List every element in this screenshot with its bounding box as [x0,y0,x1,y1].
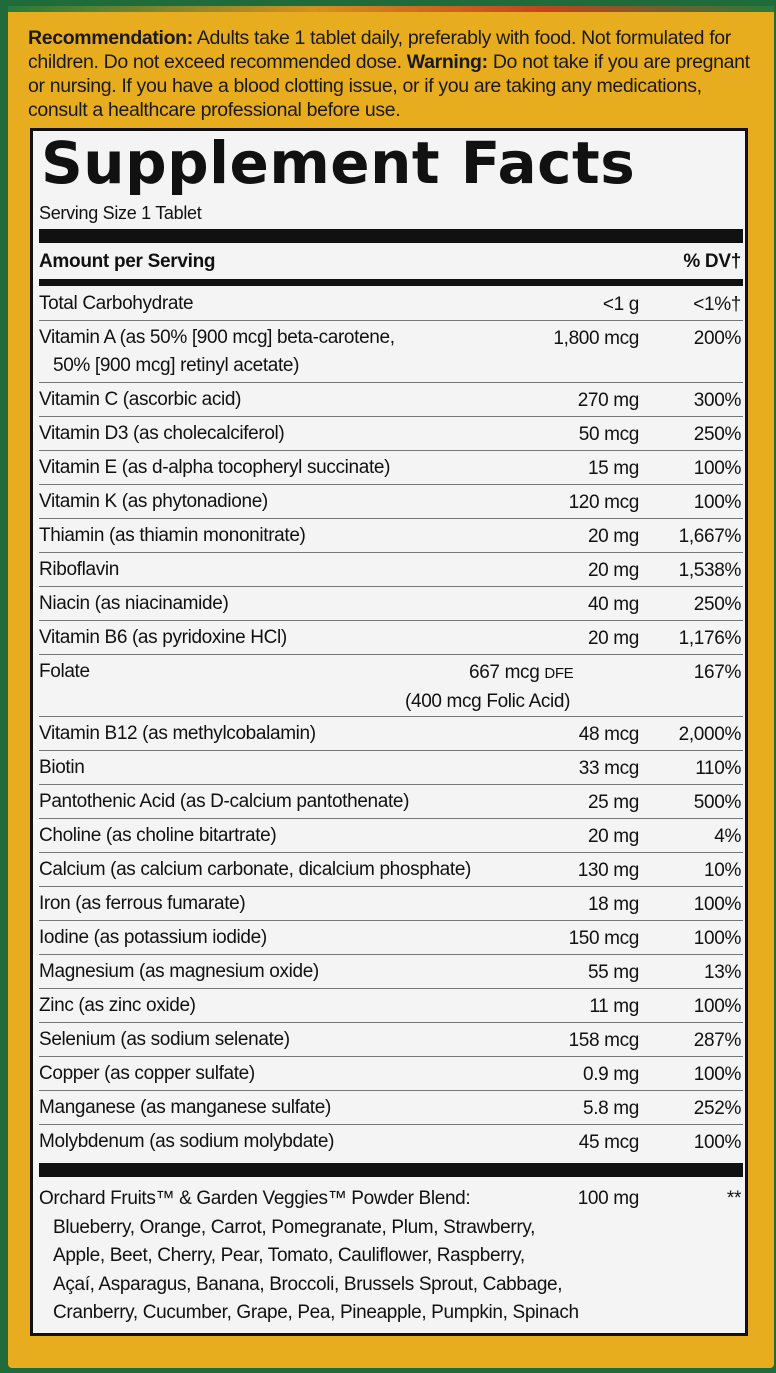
table-row [39,485,743,519]
nutrient-name-line: Vitamin D3 (as cholecalciferol) [39,423,285,444]
nutrient-amount [487,455,639,483]
nutrient-amount [487,823,639,851]
nutrient-amount [487,857,639,885]
divider-thick-bottom [39,1163,743,1177]
table-row [39,1057,743,1091]
nutrient-amount [487,1129,639,1157]
nutrient-amount [487,789,639,817]
nutrient-name-line: Niacin (as niacinamide) [39,593,229,614]
nutrient-dv: 100% [693,894,741,915]
amount-value: 20 mg [587,560,639,581]
nutrient-name-line: Vitamin C (ascorbic acid) [39,389,242,410]
table-row [39,1023,743,1057]
amount-value: 0.9 mg [583,1064,639,1085]
nutrient-dv: 100% [693,928,741,949]
amount-value: 1,800 mcg [553,328,639,349]
nutrient-dv: 300% [693,390,741,411]
nutrient-name-line: Zinc (as zinc oxide) [39,995,196,1016]
nutrient-dv: 1,538% [678,560,741,581]
blend-amount: 100 mg [577,1188,639,1209]
nutrient-amount [487,557,639,585]
nutrient-dv: 287% [693,1030,741,1051]
nutrient-table [39,287,743,1159]
table-row [39,921,743,955]
amount-value: 270 mg [577,390,639,411]
nutrient-amount [487,1027,639,1055]
nutrient-dv: 167% [693,662,741,683]
nutrient-name-line: Thiamin (as thiamin mononitrate) [39,525,306,546]
table-row [39,321,743,383]
nutrient-amount [487,1095,639,1123]
table-row [39,1091,743,1125]
nutrient-amount [405,659,669,716]
nutrient-dv: 250% [693,594,741,615]
table-row [39,587,743,621]
table-row [39,519,743,553]
nutrient-amount [487,1061,639,1089]
table-row [39,451,743,485]
table-row [39,383,743,417]
amount-value: 45 mcg [578,1132,639,1153]
nutrient-amount [487,993,639,1021]
powder-blend [39,1185,743,1328]
blend-ingredients-line: Açaí, Asparagus, Banana, Broccoli, Brussels Sprout, Cabbage, [53,1273,563,1295]
nutrient-name-line: Iodine (as potassium iodide) [39,927,267,948]
nutrient-name-line: Pantothenic Acid (as D-calcium pantothenate) [39,791,410,812]
table-row [39,717,743,751]
amount-value: 120 mcg [568,492,639,513]
nutrient-dv: 200% [693,328,741,349]
nutrient-dv: <1%† [693,294,741,315]
nutrient-dv: 2,000% [678,724,741,745]
nutrient-dv: 10% [704,860,741,881]
nutrient-name-line: Manganese (as manganese sulfate) [39,1097,331,1118]
amount-value: 150 mcg [568,928,639,949]
table-row [39,621,743,655]
table-row [39,417,743,451]
amount-value: 5.8 mg [583,1098,639,1119]
nutrient-name-line: Folate [39,661,90,682]
nutrient-dv: 500% [693,792,741,813]
nutrient-amount [487,755,639,783]
nutrient-name-line: 50% [900 mcg] retinyl acetate) [53,355,300,376]
nutrient-amount [487,291,639,319]
nutrient-amount [487,721,639,749]
nutrient-name-line: Selenium (as sodium selenate) [39,1029,290,1050]
nutrient-dv: 1,176% [678,628,741,649]
dv-header: % DV† [683,251,741,272]
recommendation-label: Recommendation: [28,27,193,49]
facts-title: Supplement Facts [41,129,636,197]
nutrient-dv: 1,667% [678,526,741,547]
serving-size: Serving Size 1 Tablet [39,203,202,223]
amount-value: 48 mcg [578,724,639,745]
nutrient-dv: 100% [693,1064,741,1085]
nutrient-dv: 100% [693,458,741,479]
nutrient-dv: 13% [704,962,741,983]
nutrient-name-line: Vitamin E (as d-alpha tocopheryl succinate) [39,457,391,478]
blend-name: Orchard Fruits™ & Garden Veggies™ Powder Blend: [39,1188,471,1209]
nutrient-name-line: Choline (as choline bitartrate) [39,825,277,846]
nutrient-name-line: Molybdenum (as sodium molybdate) [39,1131,335,1152]
table-row [39,1125,743,1159]
amount-value: 20 mg [587,526,639,547]
blend-ingredients-line: Cranberry, Cucumber, Grape, Pea, Pineapple, Pumpkin, Spinach [53,1302,579,1323]
warning-label: Warning: [406,51,488,73]
amount-value: 55 mg [587,962,639,983]
nutrient-amount [487,959,639,987]
table-row [39,955,743,989]
table-row [39,785,743,819]
nutrient-amount [487,387,639,415]
amount-value: 40 mg [587,594,639,615]
nutrient-amount [487,591,639,619]
divider-medium [39,279,743,286]
table-row [39,553,743,587]
nutrient-name-line: Copper (as copper sulfate) [39,1063,255,1084]
table-row [39,751,743,785]
packaging-color-strip [8,6,774,12]
nutrient-dv: 100% [693,996,741,1017]
amount-value: 15 mg [587,458,639,479]
nutrient-name-line: Vitamin A (as 50% [900 mcg] beta-carotene, [39,327,395,348]
amount-value: 50 mcg [578,424,639,445]
amount-value: <1 g [602,294,639,315]
nutrient-dv: 100% [693,492,741,513]
nutrient-amount [487,523,639,551]
amount-value: 20 mg [587,826,639,847]
table-row [39,287,743,321]
amount-value: 11 mg [589,996,639,1017]
table-row [39,819,743,853]
table-row [39,887,743,921]
nutrient-dv: 100% [693,1132,741,1153]
nutrient-amount [487,421,639,449]
amount-value: 25 mg [587,792,639,813]
nutrient-name-line: Iron (as ferrous fumarate) [39,893,246,914]
amount-value: 130 mg [577,860,639,881]
nutrient-dv: 110% [695,758,741,779]
amount-unit: DFE [544,665,574,682]
nutrient-amount [487,489,639,517]
amount-per-serving-label: Amount per Serving [39,251,216,272]
nutrient-name-line: Total Carbohydrate [39,293,194,314]
blend-dv: ** [726,1188,741,1209]
nutrient-name-line: Biotin [39,757,85,778]
table-row [39,655,743,717]
nutrient-name-line: Magnesium (as magnesium oxide) [39,961,319,982]
nutrient-dv: 252% [693,1098,741,1119]
amount-value: 667 mcg [469,662,540,683]
amount-note: (400 mcg Folic Acid) [405,691,571,712]
nutrient-name-line: Vitamin B12 (as methylcobalamin) [39,723,316,744]
nutrient-name-line: Riboflavin [39,559,119,580]
amount-value: 158 mcg [568,1030,639,1051]
nutrient-dv: 4% [714,826,741,847]
divider-thick [39,229,743,243]
nutrient-name-line: Calcium (as calcium carbonate, dicalcium phosphate) [39,859,472,880]
nutrient-amount [487,925,639,953]
amount-value: 33 mcg [578,758,639,779]
blend-ingredients-line: Blueberry, Orange, Carrot, Pomegranate, Plum, Strawberry, [53,1216,535,1238]
amount-value: 18 mg [587,894,639,915]
amount-header-row [39,251,743,275]
nutrient-name-line: Vitamin B6 (as pyridoxine HCl) [39,627,287,648]
nutrient-amount [487,891,639,919]
recommendation-warning-text [28,26,758,122]
blend-ingredients-line: Apple, Beet, Cherry, Pear, Tomato, Cauliflower, Raspberry, [53,1245,525,1266]
nutrient-amount [487,325,639,353]
table-row [39,853,743,887]
amount-value: 20 mg [587,628,639,649]
nutrient-name-line: Vitamin K (as phytonadione) [39,491,268,512]
nutrient-dv: 250% [693,424,741,445]
table-row [39,989,743,1023]
nutrient-amount [487,625,639,653]
recommendation-text: Adults take 1 tablet daily, preferably with food. Not formulated for children. Do not exceed recommended dose. [28,27,731,73]
supplement-facts-panel [30,128,748,1336]
warning-text: Do not take if you are pregnant or nursing. If you have a blood clotting issue, or if you are taking any medications, consult a healthcare professional before use. [28,51,750,121]
